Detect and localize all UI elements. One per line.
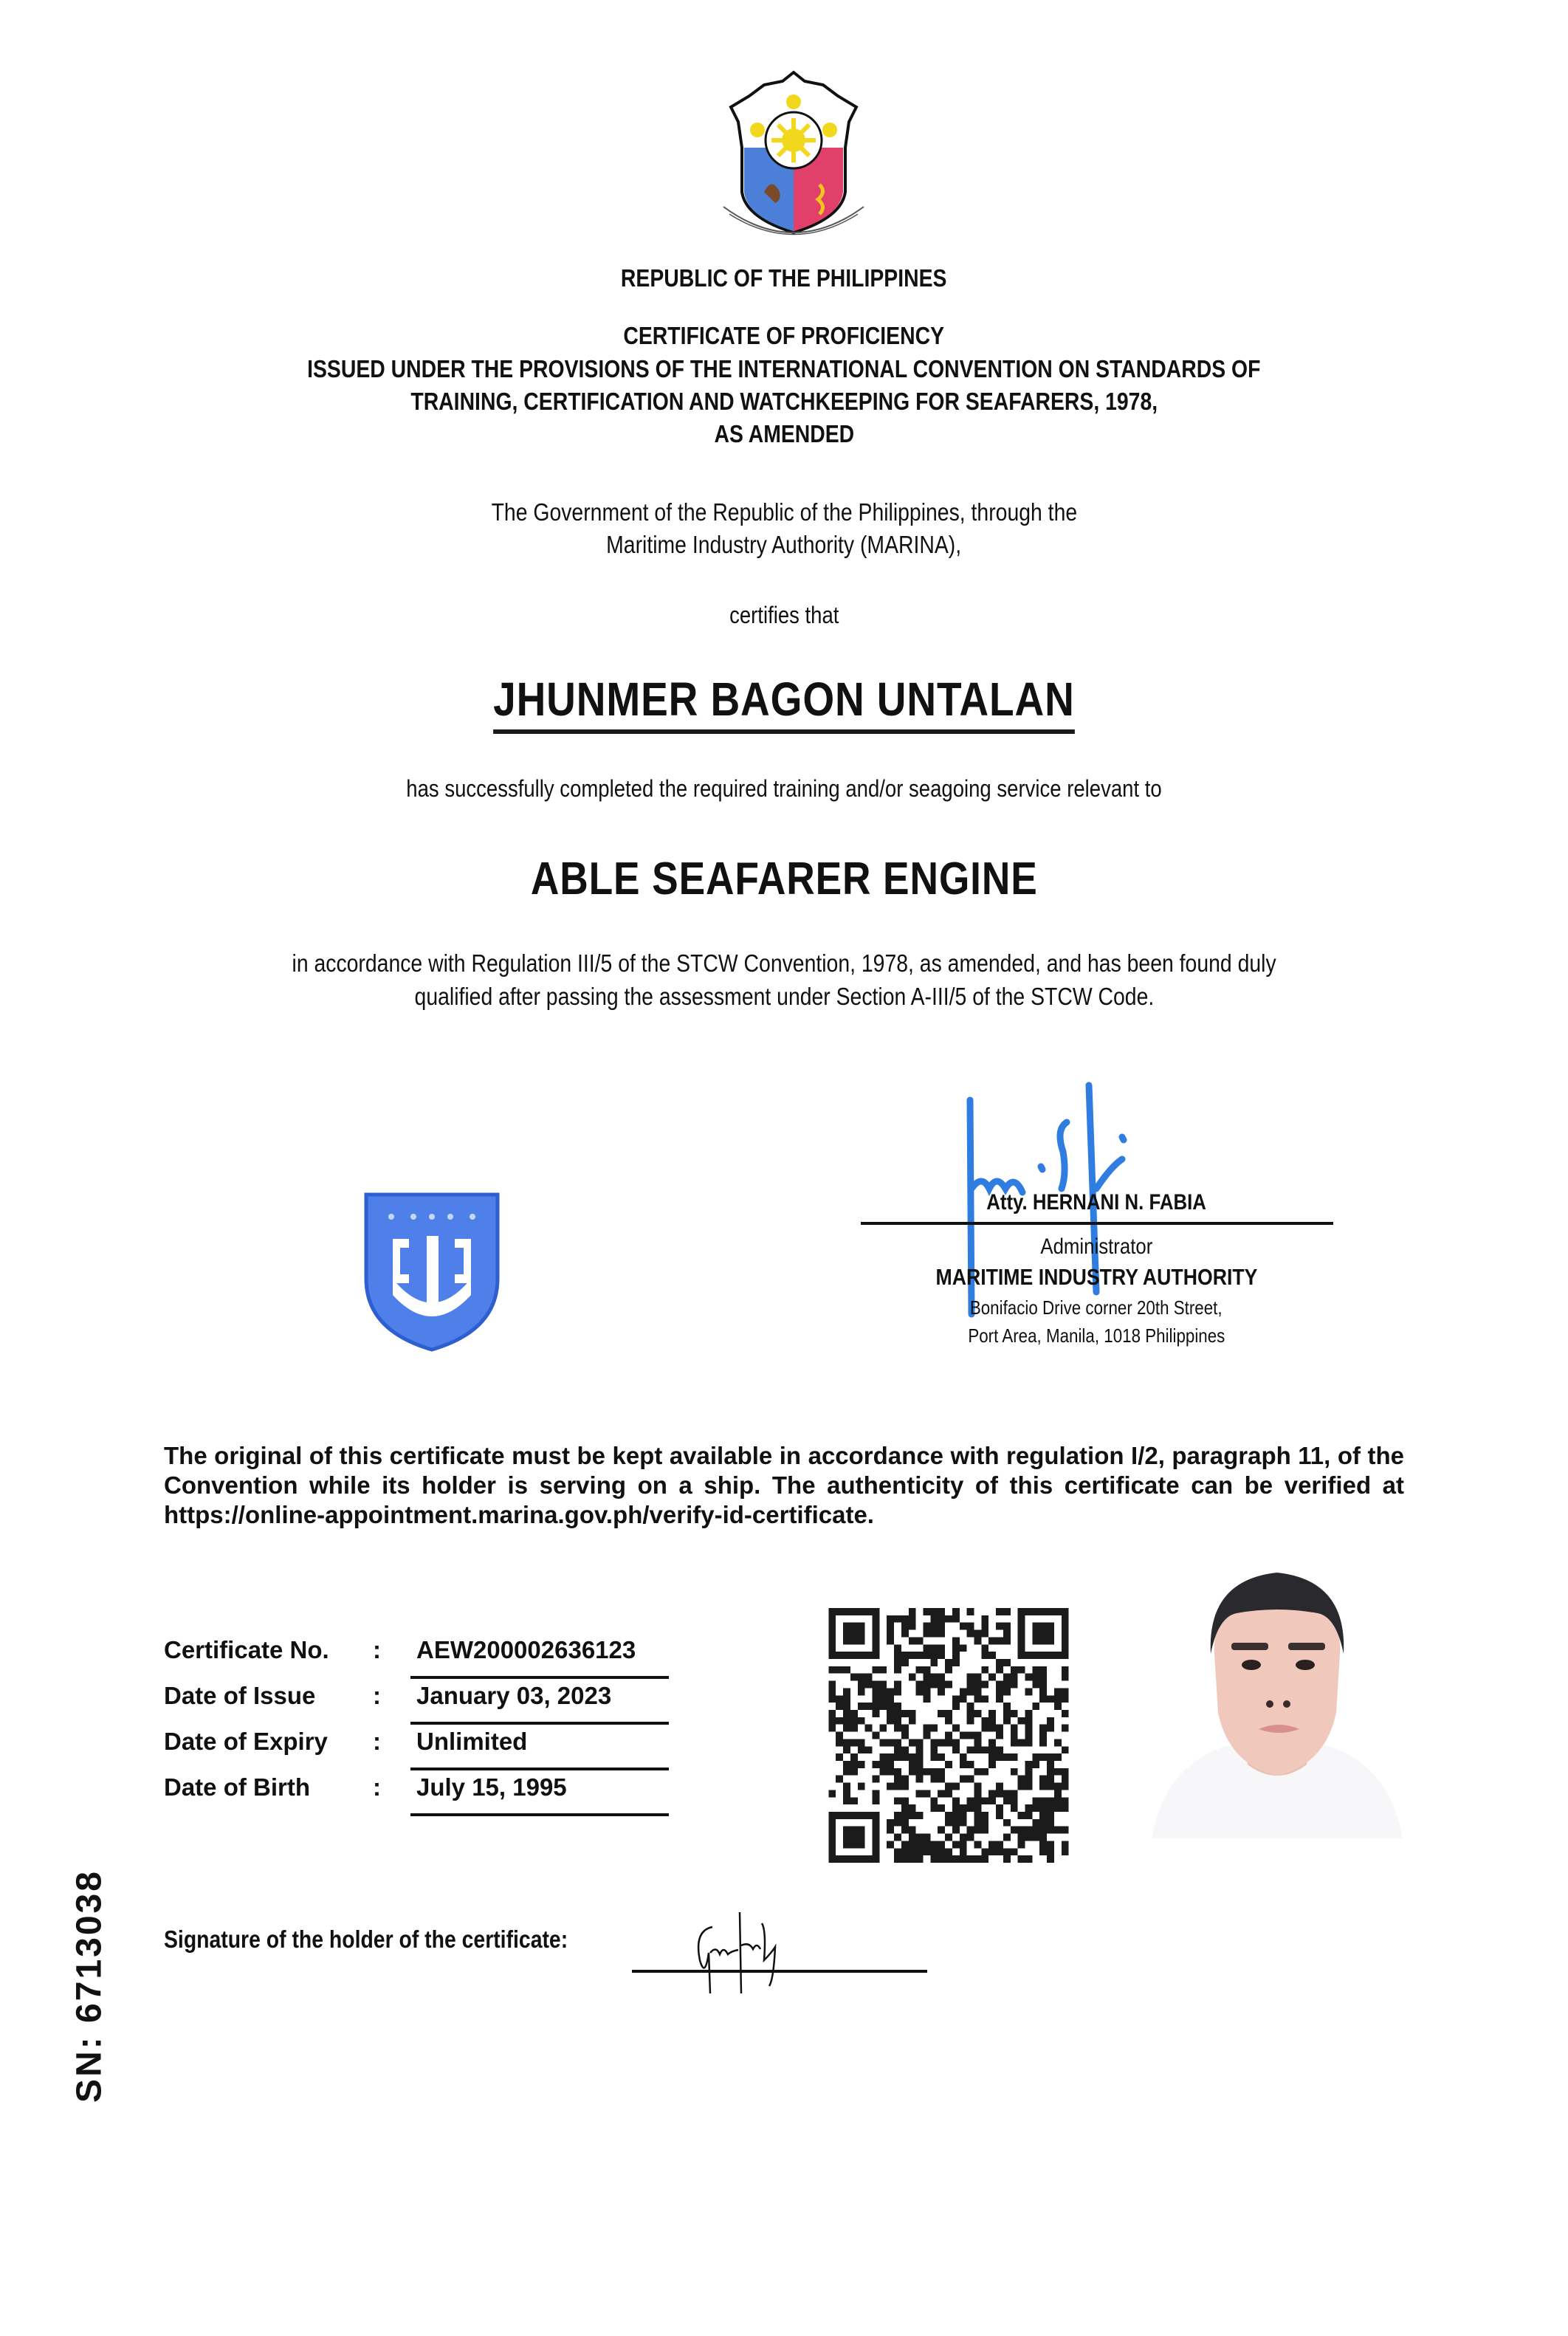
detail-underline [410,1676,669,1679]
detail-value-date-of-expiry: Unlimited [416,1728,528,1755]
signatory-organization: MARITIME INDUSTRY AUTHORITY [935,1264,1257,1290]
qr-code[interactable] [827,1608,1070,1863]
detail-colon: : [373,1636,381,1663]
republic-heading: REPUBLIC OF THE PHILIPPINES [621,264,947,292]
marina-logo-icon [362,1190,502,1354]
regulation-statement: in accordance with Regulation III/5 of the STCW Convention, 1978, as amended, and has been found duly qualified after passing the assessment under Section A-III/5 of the STCW Code. [292,949,1276,1010]
certificate-title: CERTIFICATE OF PROFICIENCY [623,322,945,349]
philippine-seal-icon [709,66,878,251]
detail-colon: : [373,1728,381,1755]
detail-value-date-of-issue: January 03, 2023 [416,1682,612,1709]
detail-label-date-of-birth: Date of Birth [164,1773,310,1801]
detail-underline [410,1813,669,1816]
holder-name: JHUNMER BAGON UNTALAN [0,672,1568,734]
detail-colon: : [373,1682,381,1709]
signatory-address-line-2: Port Area, Manila, 1018 Philippines [967,1325,1225,1347]
certificate-type: ABLE SEAFARER ENGINE [530,853,1038,904]
detail-colon: : [373,1773,381,1801]
serial-number: SN: 6713038 [69,1869,109,2103]
certifies-that: certifies that [729,602,839,628]
signatory-signature-line [861,1222,1333,1225]
detail-label-date-of-expiry: Date of Expiry [164,1728,328,1755]
signatory-title: Administrator [1040,1234,1152,1259]
detail-underline [410,1768,669,1770]
issued-under-text: ISSUED UNDER THE PROVISIONS OF THE INTERNATIONAL CONVENTION ON STANDARDS OF TRAINING, CERTIFICATION AND WATCHKEEPING FOR SEAFARERS, 1978, AS AMENDED [307,355,1261,447]
holder-signature-label: Signature of the holder of the certificate: [164,1926,568,1953]
signatory-name: Atty. HERNANI N. FABIA [986,1190,1206,1215]
completion-statement: has successfully completed the required training and/or seagoing service relevant to [406,775,1162,802]
detail-value-date-of-birth: July 15, 1995 [416,1773,567,1801]
government-statement: The Government of the Republic of the Philippines, through the Maritime Industry Authority (MARINA), [491,498,1077,558]
detail-underline [410,1722,669,1725]
detail-label-date-of-issue: Date of Issue [164,1682,316,1709]
verification-notice: The original of this certificate must be kept available in accordance with regulation I/2, paragraph 11, of the Convention while its holder is serving on a ship. The authenticity of this certificate can be verified at https://online-appointment.marina.gov.ph/verify-id-certificate. [164,1442,1404,1528]
signatory-address-line-1: Bonifacio Drive corner 20th Street, [970,1296,1223,1319]
holder-signature [679,1909,827,1997]
holder-photo [1137,1543,1417,1846]
detail-value-certificate-no: AEW200002636123 [416,1636,636,1663]
detail-label-certificate-no: Certificate No. [164,1636,329,1663]
